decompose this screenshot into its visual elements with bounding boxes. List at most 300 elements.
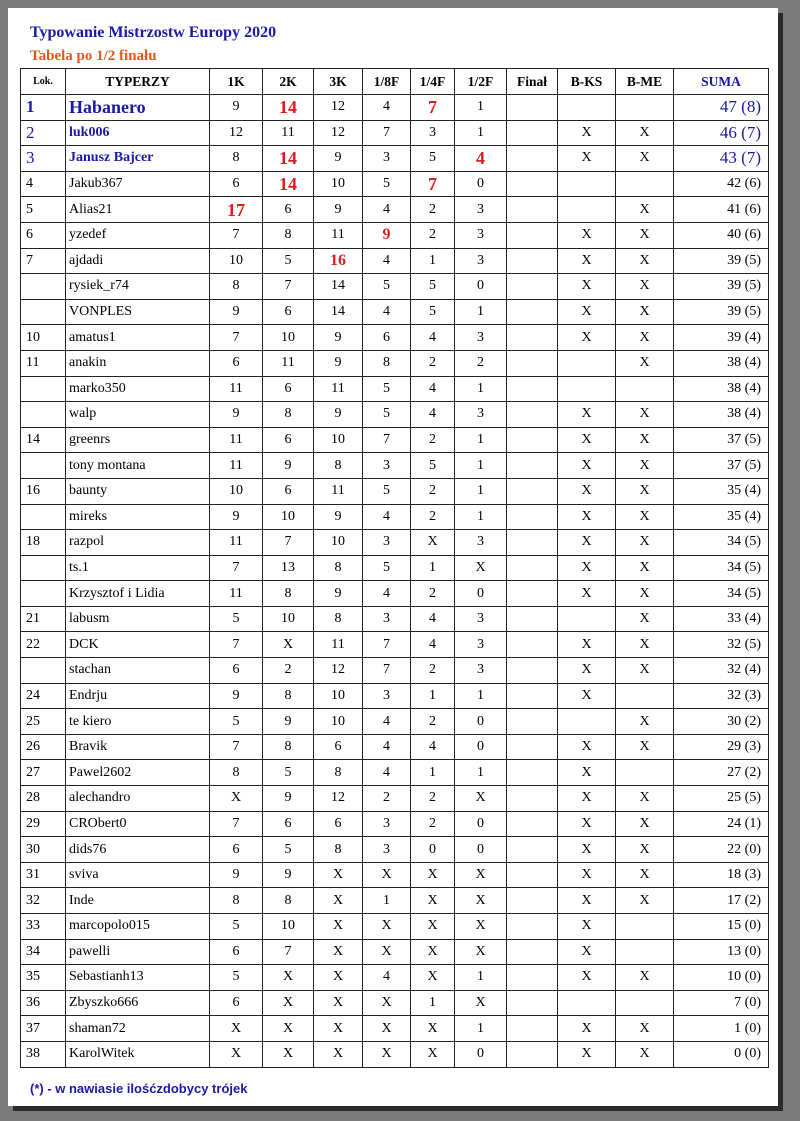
score-1-4f-cell: 1: [411, 990, 455, 1016]
total-cell: 17 (2): [674, 888, 769, 914]
total-cell: 24 (1): [674, 811, 769, 837]
total-cell: 42 (6): [674, 171, 769, 197]
score-1k-cell: 11: [210, 427, 263, 453]
total-cell: 37 (5): [674, 427, 769, 453]
score-1-2f-cell: X: [455, 914, 507, 940]
score-3k-cell: 9: [314, 146, 363, 172]
score-final-cell: [507, 402, 558, 428]
score-1-4f-cell: 5: [411, 299, 455, 325]
bonus-ks-cell: X: [558, 683, 616, 709]
position-cell: 18: [21, 530, 66, 556]
position-cell: 1: [21, 95, 66, 121]
score-3k-cell: 16: [314, 248, 363, 274]
score-3k-cell: 8: [314, 837, 363, 863]
score-1-4f-cell: 2: [411, 427, 455, 453]
total-cell: 7 (0): [674, 990, 769, 1016]
bonus-me-cell: X: [616, 1041, 674, 1067]
score-3k-cell: X: [314, 1016, 363, 1042]
position-cell: 22: [21, 632, 66, 658]
score-2k-cell: 8: [263, 683, 314, 709]
score-1k-cell: 9: [210, 299, 263, 325]
total-cell: 37 (5): [674, 453, 769, 479]
score-1-4f-cell: 1: [411, 555, 455, 581]
score-final-cell: [507, 888, 558, 914]
nickname-cell: Krzysztof i Lidia: [66, 581, 210, 607]
score-final-cell: [507, 811, 558, 837]
nickname-cell: Sebastianh13: [66, 965, 210, 991]
score-2k-cell: 14: [263, 95, 314, 121]
score-1-8f-cell: 5: [363, 402, 411, 428]
score-1k-cell: 9: [210, 402, 263, 428]
score-2k-cell: 5: [263, 248, 314, 274]
bonus-me-cell: X: [616, 1016, 674, 1042]
nickname-cell: Endrju: [66, 683, 210, 709]
table-row: [21, 504, 769, 530]
score-1k-cell: 7: [210, 222, 263, 248]
score-final-cell: [507, 760, 558, 786]
table-row: [21, 658, 769, 684]
score-2k-cell: 5: [263, 837, 314, 863]
position-cell: 3: [21, 146, 66, 172]
score-3k-cell: 10: [314, 530, 363, 556]
score-final-cell: [507, 299, 558, 325]
score-2k-cell: 13: [263, 555, 314, 581]
total-cell: 13 (0): [674, 939, 769, 965]
score-1-8f-cell: 2: [363, 786, 411, 812]
score-final-cell: [507, 683, 558, 709]
total-cell: 15 (0): [674, 914, 769, 940]
table-row: [21, 222, 769, 248]
bonus-ks-cell: X: [558, 478, 616, 504]
nickname-cell: KarolWitek: [66, 1041, 210, 1067]
score-2k-cell: X: [263, 1016, 314, 1042]
table-row: [21, 350, 769, 376]
score-3k-cell: X: [314, 939, 363, 965]
nickname-cell: yzedef: [66, 222, 210, 248]
bonus-ks-cell: X: [558, 837, 616, 863]
score-1-4f-cell: X: [411, 965, 455, 991]
nickname-cell: Inde: [66, 888, 210, 914]
score-1-4f-cell: X: [411, 530, 455, 556]
score-1-2f-cell: 1: [455, 95, 507, 121]
score-3k-cell: 9: [314, 350, 363, 376]
nickname-cell: Habanero: [66, 95, 210, 121]
bonus-ks-cell: X: [558, 786, 616, 812]
bonus-me-cell: X: [616, 837, 674, 863]
total-cell: 34 (5): [674, 555, 769, 581]
score-final-cell: [507, 197, 558, 223]
score-1-4f-cell: 4: [411, 402, 455, 428]
bonus-me-cell: X: [616, 530, 674, 556]
score-1-8f-cell: 3: [363, 530, 411, 556]
score-1-4f-cell: 5: [411, 453, 455, 479]
position-cell: 26: [21, 734, 66, 760]
header-lok: Lok.: [21, 69, 66, 95]
score-1-2f-cell: 3: [455, 632, 507, 658]
position-cell: [21, 376, 66, 402]
score-1-8f-cell: 3: [363, 837, 411, 863]
score-final-cell: [507, 325, 558, 351]
score-1-8f-cell: 3: [363, 606, 411, 632]
bonus-ks-cell: X: [558, 504, 616, 530]
score-1k-cell: 7: [210, 325, 263, 351]
position-cell: 36: [21, 990, 66, 1016]
bonus-me-cell: X: [616, 222, 674, 248]
position-cell: 10: [21, 325, 66, 351]
bonus-me-cell: X: [616, 734, 674, 760]
bonus-ks-cell: X: [558, 120, 616, 146]
score-2k-cell: 9: [263, 709, 314, 735]
score-1k-cell: 5: [210, 606, 263, 632]
score-1k-cell: 11: [210, 581, 263, 607]
nickname-cell: walp: [66, 402, 210, 428]
position-cell: 31: [21, 862, 66, 888]
nickname-cell: ts.1: [66, 555, 210, 581]
score-1-2f-cell: X: [455, 939, 507, 965]
nickname-cell: alechandro: [66, 786, 210, 812]
bonus-me-cell: X: [616, 350, 674, 376]
table-row: [21, 274, 769, 300]
position-cell: 7: [21, 248, 66, 274]
score-1-4f-cell: 2: [411, 504, 455, 530]
bonus-me-cell: X: [616, 786, 674, 812]
table-row: [21, 965, 769, 991]
bonus-ks-cell: X: [558, 888, 616, 914]
score-1k-cell: 10: [210, 248, 263, 274]
bonus-me-cell: X: [616, 606, 674, 632]
score-final-cell: [507, 350, 558, 376]
score-1-8f-cell: 3: [363, 683, 411, 709]
score-3k-cell: 11: [314, 376, 363, 402]
score-1k-cell: 9: [210, 683, 263, 709]
score-2k-cell: 8: [263, 888, 314, 914]
nickname-cell: stachan: [66, 658, 210, 684]
score-2k-cell: 7: [263, 530, 314, 556]
bonus-me-cell: X: [616, 197, 674, 223]
score-3k-cell: 8: [314, 555, 363, 581]
score-1-8f-cell: X: [363, 1041, 411, 1067]
score-1-8f-cell: 4: [363, 197, 411, 223]
bonus-me-cell: X: [616, 632, 674, 658]
position-cell: [21, 581, 66, 607]
score-1-2f-cell: 3: [455, 222, 507, 248]
score-1-4f-cell: X: [411, 862, 455, 888]
total-cell: 22 (0): [674, 837, 769, 863]
nickname-cell: dids76: [66, 837, 210, 863]
score-2k-cell: 8: [263, 222, 314, 248]
nickname-cell: Jakub367: [66, 171, 210, 197]
score-1-8f-cell: 3: [363, 453, 411, 479]
score-final-cell: [507, 504, 558, 530]
score-1k-cell: 8: [210, 274, 263, 300]
score-1-2f-cell: 1: [455, 453, 507, 479]
position-cell: 21: [21, 606, 66, 632]
score-2k-cell: X: [263, 990, 314, 1016]
score-1-2f-cell: 3: [455, 658, 507, 684]
score-2k-cell: 7: [263, 274, 314, 300]
total-cell: 41 (6): [674, 197, 769, 223]
score-3k-cell: 8: [314, 453, 363, 479]
table-row: [21, 376, 769, 402]
score-final-cell: [507, 453, 558, 479]
total-cell: 43 (7): [674, 146, 769, 172]
total-cell: 1 (0): [674, 1016, 769, 1042]
bonus-me-cell: [616, 914, 674, 940]
bonus-me-cell: X: [616, 581, 674, 607]
total-cell: 32 (5): [674, 632, 769, 658]
score-3k-cell: 8: [314, 606, 363, 632]
score-1-4f-cell: 2: [411, 709, 455, 735]
score-1k-cell: 8: [210, 146, 263, 172]
bonus-me-cell: [616, 683, 674, 709]
score-final-cell: [507, 606, 558, 632]
bonus-me-cell: X: [616, 299, 674, 325]
score-3k-cell: 12: [314, 120, 363, 146]
header-1-4f: 1/4F: [411, 69, 455, 95]
position-cell: 37: [21, 1016, 66, 1042]
bonus-me-cell: X: [616, 862, 674, 888]
score-1-8f-cell: 9: [363, 222, 411, 248]
score-1k-cell: 11: [210, 530, 263, 556]
nickname-cell: shaman72: [66, 1016, 210, 1042]
score-2k-cell: 10: [263, 504, 314, 530]
score-final-cell: [507, 837, 558, 863]
score-1-8f-cell: 4: [363, 95, 411, 121]
bonus-me-cell: X: [616, 274, 674, 300]
table-row: [21, 760, 769, 786]
total-cell: 38 (4): [674, 350, 769, 376]
total-cell: 32 (3): [674, 683, 769, 709]
score-1-4f-cell: 4: [411, 632, 455, 658]
table-row: [21, 581, 769, 607]
bonus-me-cell: [616, 171, 674, 197]
score-3k-cell: 12: [314, 786, 363, 812]
table-row: [21, 786, 769, 812]
nickname-cell: CRObert0: [66, 811, 210, 837]
table-row: [21, 1041, 769, 1067]
position-cell: 29: [21, 811, 66, 837]
position-cell: 25: [21, 709, 66, 735]
bonus-ks-cell: X: [558, 811, 616, 837]
score-3k-cell: 6: [314, 734, 363, 760]
standings-table-wrapper: [20, 68, 769, 1068]
score-final-cell: [507, 786, 558, 812]
nickname-cell: Zbyszko666: [66, 990, 210, 1016]
score-1-8f-cell: 5: [363, 376, 411, 402]
score-final-cell: [507, 632, 558, 658]
score-3k-cell: 9: [314, 402, 363, 428]
bonus-ks-cell: [558, 95, 616, 121]
score-1-2f-cell: 1: [455, 299, 507, 325]
score-1k-cell: 10: [210, 478, 263, 504]
header-b-me: B-ME: [616, 69, 674, 95]
score-1-2f-cell: 3: [455, 325, 507, 351]
header-typerzy: TYPERZY: [66, 69, 210, 95]
nickname-cell: pawelli: [66, 939, 210, 965]
score-1-2f-cell: X: [455, 555, 507, 581]
score-final-cell: [507, 95, 558, 121]
score-2k-cell: 11: [263, 120, 314, 146]
total-cell: 30 (2): [674, 709, 769, 735]
score-1-8f-cell: 4: [363, 299, 411, 325]
bonus-ks-cell: X: [558, 427, 616, 453]
nickname-cell: marko350: [66, 376, 210, 402]
position-cell: 16: [21, 478, 66, 504]
score-1-4f-cell: 0: [411, 837, 455, 863]
score-1k-cell: 8: [210, 760, 263, 786]
score-3k-cell: X: [314, 965, 363, 991]
position-cell: 27: [21, 760, 66, 786]
score-1k-cell: 11: [210, 376, 263, 402]
score-2k-cell: 9: [263, 453, 314, 479]
score-1-2f-cell: 4: [455, 146, 507, 172]
score-2k-cell: 5: [263, 760, 314, 786]
score-1-8f-cell: X: [363, 1016, 411, 1042]
table-row: [21, 95, 769, 121]
score-1-2f-cell: 1: [455, 120, 507, 146]
score-1-4f-cell: 2: [411, 350, 455, 376]
score-1-4f-cell: 1: [411, 683, 455, 709]
score-1-2f-cell: 1: [455, 683, 507, 709]
score-3k-cell: 14: [314, 274, 363, 300]
bonus-me-cell: X: [616, 402, 674, 428]
total-cell: 27 (2): [674, 760, 769, 786]
score-1-8f-cell: 4: [363, 965, 411, 991]
bonus-me-cell: X: [616, 453, 674, 479]
score-final-cell: [507, 555, 558, 581]
bonus-ks-cell: X: [558, 965, 616, 991]
bonus-me-cell: [616, 95, 674, 121]
score-final-cell: [507, 146, 558, 172]
bonus-me-cell: X: [616, 965, 674, 991]
score-1-4f-cell: 2: [411, 786, 455, 812]
position-cell: 32: [21, 888, 66, 914]
bonus-me-cell: X: [616, 555, 674, 581]
bonus-ks-cell: [558, 990, 616, 1016]
score-1-2f-cell: 1: [455, 427, 507, 453]
table-row: [21, 914, 769, 940]
bonus-ks-cell: [558, 709, 616, 735]
score-1-2f-cell: X: [455, 786, 507, 812]
total-cell: 0 (0): [674, 1041, 769, 1067]
header-row: [21, 69, 769, 95]
bonus-ks-cell: X: [558, 658, 616, 684]
nickname-cell: luk006: [66, 120, 210, 146]
bonus-me-cell: X: [616, 325, 674, 351]
position-cell: [21, 274, 66, 300]
table-row: [21, 325, 769, 351]
score-1-8f-cell: 5: [363, 171, 411, 197]
header-3k: 3K: [314, 69, 363, 95]
document-subtitle: Tabela po 1/2 finału: [30, 48, 157, 64]
table-row: [21, 478, 769, 504]
score-1-4f-cell: 5: [411, 274, 455, 300]
nickname-cell: DCK: [66, 632, 210, 658]
position-cell: 14: [21, 427, 66, 453]
score-1k-cell: 11: [210, 453, 263, 479]
position-cell: 5: [21, 197, 66, 223]
score-3k-cell: 11: [314, 222, 363, 248]
score-3k-cell: 12: [314, 658, 363, 684]
table-row: [21, 837, 769, 863]
score-2k-cell: 7: [263, 939, 314, 965]
score-final-cell: [507, 222, 558, 248]
header-1-2f: 1/2F: [455, 69, 507, 95]
score-1-2f-cell: 0: [455, 274, 507, 300]
bonus-me-cell: X: [616, 504, 674, 530]
bonus-ks-cell: X: [558, 530, 616, 556]
score-1-4f-cell: X: [411, 888, 455, 914]
score-final-cell: [507, 709, 558, 735]
position-cell: [21, 453, 66, 479]
header-1k: 1K: [210, 69, 263, 95]
score-1-4f-cell: 2: [411, 658, 455, 684]
score-1-2f-cell: 3: [455, 530, 507, 556]
score-1-8f-cell: X: [363, 939, 411, 965]
total-cell: 32 (4): [674, 658, 769, 684]
score-final-cell: [507, 1016, 558, 1042]
score-final-cell: [507, 376, 558, 402]
score-3k-cell: 11: [314, 632, 363, 658]
table-row: [21, 811, 769, 837]
score-3k-cell: 9: [314, 325, 363, 351]
bonus-me-cell: X: [616, 888, 674, 914]
score-final-cell: [507, 478, 558, 504]
bonus-ks-cell: X: [558, 632, 616, 658]
nickname-cell: ajdadi: [66, 248, 210, 274]
total-cell: 33 (4): [674, 606, 769, 632]
bonus-ks-cell: X: [558, 222, 616, 248]
bonus-ks-cell: [558, 171, 616, 197]
nickname-cell: amatus1: [66, 325, 210, 351]
score-1k-cell: 12: [210, 120, 263, 146]
score-1-8f-cell: 4: [363, 504, 411, 530]
score-1-8f-cell: 5: [363, 478, 411, 504]
bonus-ks-cell: X: [558, 760, 616, 786]
table-row: [21, 120, 769, 146]
bonus-ks-cell: X: [558, 299, 616, 325]
score-1k-cell: 7: [210, 632, 263, 658]
score-final-cell: [507, 248, 558, 274]
bonus-me-cell: X: [616, 478, 674, 504]
score-2k-cell: 9: [263, 862, 314, 888]
bonus-me-cell: X: [616, 811, 674, 837]
position-cell: 6: [21, 222, 66, 248]
score-3k-cell: 9: [314, 197, 363, 223]
footnote: (*) - w nawiasie ilośćzdobycy trójek: [30, 1081, 248, 1096]
score-1k-cell: 6: [210, 171, 263, 197]
score-1-4f-cell: 2: [411, 478, 455, 504]
score-2k-cell: 6: [263, 427, 314, 453]
score-1-8f-cell: X: [363, 862, 411, 888]
bonus-ks-cell: X: [558, 146, 616, 172]
position-cell: [21, 402, 66, 428]
position-cell: 34: [21, 939, 66, 965]
total-cell: 46 (7): [674, 120, 769, 146]
nickname-cell: greenrs: [66, 427, 210, 453]
score-1-4f-cell: 1: [411, 248, 455, 274]
bonus-me-cell: X: [616, 709, 674, 735]
score-1-2f-cell: X: [455, 990, 507, 1016]
score-3k-cell: 12: [314, 95, 363, 121]
document-page: [8, 8, 778, 1106]
table-row: [21, 248, 769, 274]
bonus-me-cell: X: [616, 248, 674, 274]
total-cell: 39 (5): [674, 299, 769, 325]
score-1-2f-cell: 2: [455, 350, 507, 376]
total-cell: 18 (3): [674, 862, 769, 888]
score-final-cell: [507, 914, 558, 940]
